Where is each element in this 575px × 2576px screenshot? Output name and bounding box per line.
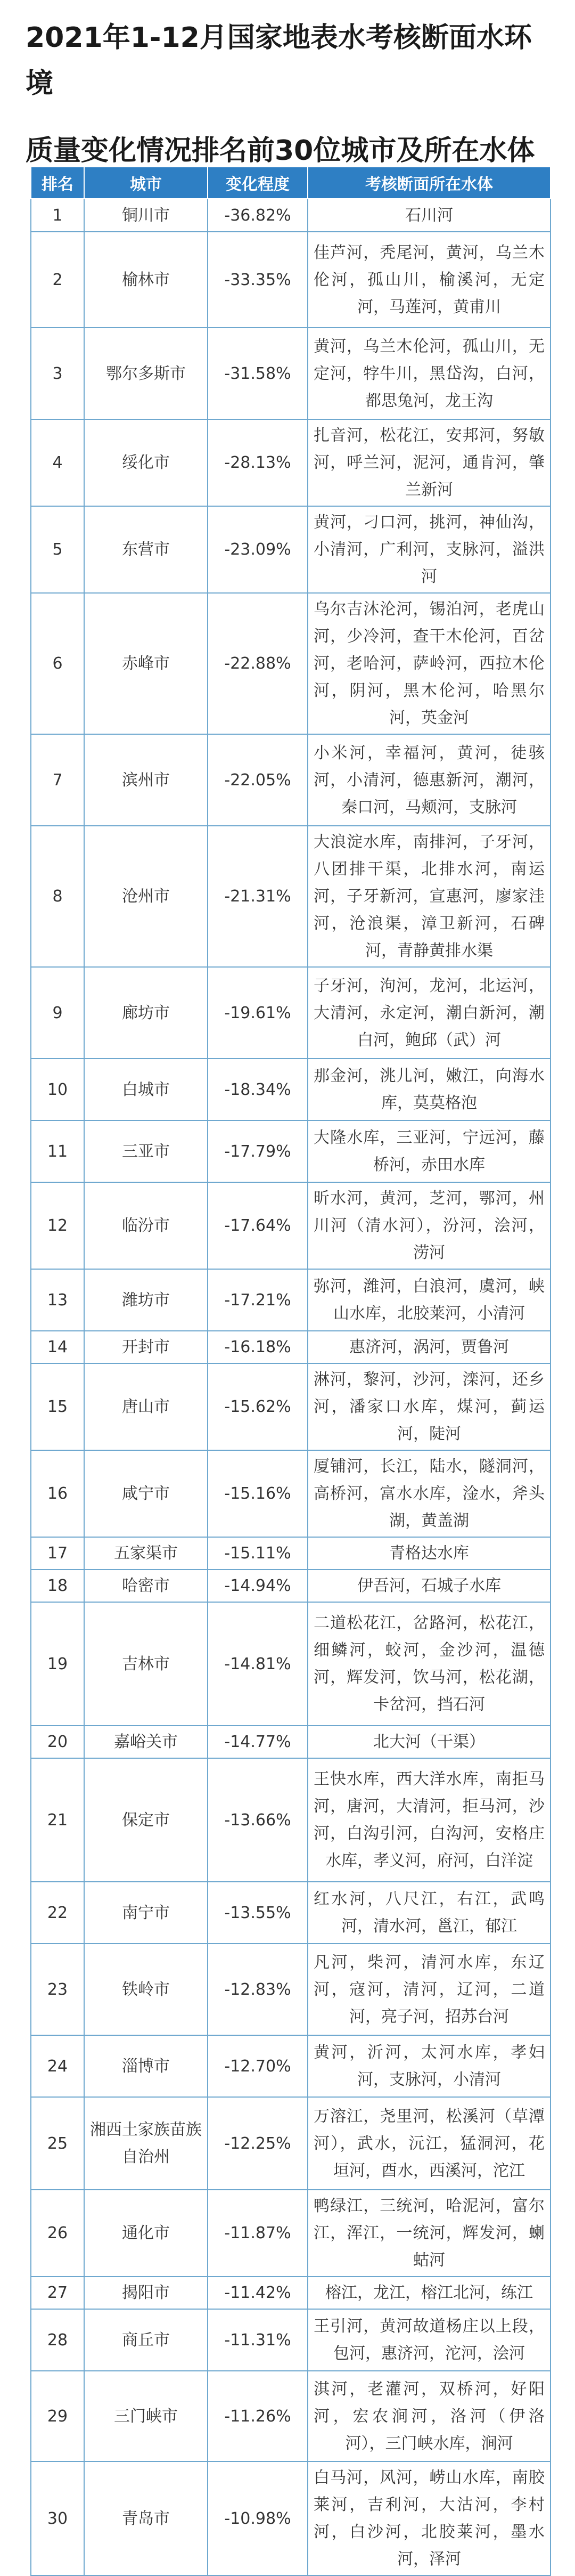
column-header-city: 城市 [84,167,208,199]
rank-cell: 2 [31,232,84,328]
table-row [31,1602,551,1726]
water-cell: 伊吾河，石城子水库 [308,1570,551,1602]
water-cell: 石川河 [308,199,551,232]
column-header-change: 变化程度 [208,167,308,199]
table-row [31,1269,551,1331]
city-cell: 榆林市 [84,232,208,328]
water-cell: 惠济河，涡河，贾鲁河 [308,1331,551,1363]
table-row [31,2190,551,2277]
change-cell: -11.42% [208,2277,308,2309]
rank-cell: 23 [31,1944,84,2035]
city-cell: 吉林市 [84,1602,208,1726]
rank-cell: 3 [31,328,84,419]
table-row [31,232,551,328]
water-cell: 鸭绿江，三统河，哈泥河，富尔江，浑江，一统河，辉发河，蝲蛄河 [308,2190,551,2277]
city-cell: 淄博市 [84,2035,208,2097]
water-cell: 佳芦河，秃尾河，黄河，乌兰木伦河，孤山川，榆溪河，无定河，马莲河，黄甫川 [308,232,551,328]
rank-cell: 13 [31,1269,84,1331]
rank-cell: 25 [31,2097,84,2190]
water-cell: 黄河，乌兰木伦河，孤山川，无定河，牸牛川，黑岱沟，白河，都思兔河，龙王沟 [308,328,551,419]
rank-cell: 8 [31,826,84,967]
rank-cell: 16 [31,1450,84,1537]
rank-cell: 20 [31,1726,84,1758]
change-cell: -17.21% [208,1269,308,1331]
change-cell: -14.77% [208,1726,308,1758]
city-cell: 哈密市 [84,1570,208,1602]
rank-cell: 11 [31,1120,84,1182]
change-cell: -10.98% [208,2461,308,2575]
table-row [31,1450,551,1537]
table-row [31,2309,551,2371]
city-cell: 滨州市 [84,734,208,826]
city-cell: 绥化市 [84,419,208,506]
change-cell: -21.31% [208,826,308,967]
city-cell: 三亚市 [84,1120,208,1182]
table-row [31,967,551,1059]
water-cell: 二道松花江，岔路河，松花江，细鳞河，蛟河，金沙河，温德河，辉发河，饮马河，松花湖，卡岔河，挡石河 [308,1602,551,1726]
city-cell: 唐山市 [84,1363,208,1450]
rank-cell: 21 [31,1758,84,1882]
city-cell: 揭阳市 [84,2277,208,2309]
city-cell: 开封市 [84,1331,208,1363]
water-cell: 红水河，八尺江，右江，武鸣河，清水河，邕江，郁江 [308,1882,551,1944]
water-cell: 白马河，风河，崂山水库，南胶莱河，吉利河，大沽河，李村河，白沙河，北胶莱河，墨水河，泽河 [308,2461,551,2575]
city-cell: 鄂尔多斯市 [84,328,208,419]
change-cell: -28.13% [208,419,308,506]
change-cell: -14.94% [208,1570,308,1602]
city-cell: 赤峰市 [84,593,208,734]
city-cell: 廊坊市 [84,967,208,1059]
water-cell: 弥河，潍河，白浪河，虞河，峡山水库，北胶莱河，小清河 [308,1269,551,1331]
table-row [31,2097,551,2190]
rank-cell: 19 [31,1602,84,1726]
water-cell: 扎音河，松花江，安邦河，努敏河，呼兰河，泥河，通肯河，肇兰新河 [308,419,551,506]
rank-cell: 30 [31,2461,84,2575]
change-cell: -17.79% [208,1120,308,1182]
table-row [31,593,551,734]
city-cell: 三门峡市 [84,2371,208,2461]
table-row [31,419,551,506]
rank-cell: 4 [31,419,84,506]
change-cell: -15.62% [208,1363,308,1450]
rank-cell: 1 [31,199,84,232]
change-cell: -19.61% [208,967,308,1059]
city-cell: 嘉峪关市 [84,1726,208,1758]
rank-cell: 12 [31,1182,84,1269]
water-cell: 乌尔吉沐沦河，锡泊河，老虎山河，少冷河，查干木伦河，百岔河，老哈河，萨岭河，西拉木伦河，阴河，黑木伦河，哈黑尔河，英金河 [308,593,551,734]
rank-cell: 7 [31,734,84,826]
city-cell: 铁岭市 [84,1944,208,2035]
table-row [31,1570,551,1602]
table-row [31,1726,551,1758]
rank-cell: 22 [31,1882,84,1944]
rank-cell: 27 [31,2277,84,2309]
water-cell: 青格达水库 [308,1537,551,1570]
rank-cell: 6 [31,593,84,734]
water-cell: 那金河，洮儿河，嫩江，向海水库，莫莫格泡 [308,1059,551,1120]
rank-cell: 10 [31,1059,84,1120]
water-cell: 子牙河，泃河，龙河，北运河，大清河，永定河，潮白新河，潮白河，鲍邱（武）河 [308,967,551,1059]
city-cell: 临汾市 [84,1182,208,1269]
change-cell: -11.31% [208,2309,308,2371]
water-cell: 黄河，刁口河，挑河，神仙沟，小清河，广利河，支脉河，溢洪河 [308,506,551,593]
rank-cell: 15 [31,1363,84,1450]
ranking-table [30,166,551,2576]
table-row [31,1059,551,1120]
water-cell: 大隆水库，三亚河，宁远河，藤桥河，赤田水库 [308,1120,551,1182]
table-row [31,2035,551,2097]
water-cell: 王引河，黄河故道杨庄以上段，包河，惠济河，沱河，浍河 [308,2309,551,2371]
change-cell: -11.87% [208,2190,308,2277]
table-row [31,1758,551,1882]
change-cell: -14.81% [208,1602,308,1726]
change-cell: -15.16% [208,1450,308,1537]
table-row [31,328,551,419]
city-cell: 沧州市 [84,826,208,967]
table-row [31,734,551,826]
rank-cell: 28 [31,2309,84,2371]
city-cell: 咸宁市 [84,1450,208,1537]
change-cell: -13.55% [208,1882,308,1944]
table-row [31,1882,551,1944]
water-cell: 王快水库，西大洋水库，南拒马河，唐河，大清河，拒马河，沙河，白沟引河，白沟河，安格庄水库，孝义河，府河，白洋淀 [308,1758,551,1882]
rank-cell: 18 [31,1570,84,1602]
change-cell: -12.83% [208,1944,308,2035]
change-cell: -18.34% [208,1059,308,1120]
table-row [31,1182,551,1269]
table-row [31,1331,551,1363]
city-cell: 五家渠市 [84,1537,208,1570]
water-cell: 淋河，黎河，沙河，滦河，还乡河，潘家口水库，煤河，蓟运河，陡河 [308,1363,551,1450]
city-cell: 青岛市 [84,2461,208,2575]
table-row [31,1120,551,1182]
ranking-table-container [30,166,550,2576]
rank-cell: 26 [31,2190,84,2277]
table-row [31,506,551,593]
water-cell: 榕江，龙江，榕江北河，练江 [308,2277,551,2309]
page-header [0,0,575,166]
city-cell: 南宁市 [84,1882,208,1944]
table-row [31,199,551,232]
water-cell: 凡河，柴河，清河水库，东辽河，寇河，清河，辽河，二道河，亮子河，招苏台河 [308,1944,551,2035]
column-header-rank: 排名 [31,167,84,199]
change-cell: -31.58% [208,328,308,419]
change-cell: -17.64% [208,1182,308,1269]
change-cell: -16.18% [208,1331,308,1363]
change-cell: -36.82% [208,199,308,232]
table-row [31,2277,551,2309]
table-row [31,2371,551,2461]
rank-cell: 14 [31,1331,84,1363]
change-cell: -22.05% [208,734,308,826]
water-cell: 大浪淀水库，南排河，子牙河，八团排干渠，北排水河，南运河，子牙新河，宣惠河，廖家洼河，沧浪渠，漳卫新河，石碑河，青静黄排水渠 [308,826,551,967]
table-row [31,1363,551,1450]
city-cell: 湘西土家族苗族自治州 [84,2097,208,2190]
table-body [31,199,551,2575]
rank-cell: 9 [31,967,84,1059]
rank-cell: 29 [31,2371,84,2461]
water-cell: 黄河，沂河，太河水库，孝妇河，支脉河，小清河 [308,2035,551,2097]
change-cell: -13.66% [208,1758,308,1882]
change-cell: -33.35% [208,232,308,328]
table-header-row [31,167,551,199]
change-cell: -22.88% [208,593,308,734]
water-cell: 昕水河，黄河，芝河，鄂河，州川河（清水河），汾河，浍河，涝河 [308,1182,551,1269]
city-cell: 商丘市 [84,2309,208,2371]
column-header-water: 考核断面所在水体 [308,167,551,199]
water-cell: 厦铺河，长江，陆水，隧洞河，高桥河，富水水库，淦水，斧头湖，黄盖湖 [308,1450,551,1537]
city-cell: 铜川市 [84,199,208,232]
city-cell: 潍坊市 [84,1269,208,1331]
page-title-line2: 质量变化情况排名前30位城市及所在水体 [26,135,535,167]
rank-cell: 24 [31,2035,84,2097]
change-cell: -12.70% [208,2035,308,2097]
water-cell: 北大河（干渠） [308,1726,551,1758]
change-cell: -11.26% [208,2371,308,2461]
page-title-line1: 2021年1-12月国家地表水考核断面水环境 [26,22,532,100]
change-cell: -12.25% [208,2097,308,2190]
city-cell: 通化市 [84,2190,208,2277]
change-cell: -15.11% [208,1537,308,1570]
table-row [31,2461,551,2575]
rank-cell: 5 [31,506,84,593]
city-cell: 东营市 [84,506,208,593]
city-cell: 白城市 [84,1059,208,1120]
rank-cell: 17 [31,1537,84,1570]
table-row [31,1944,551,2035]
table-row [31,1537,551,1570]
change-cell: -23.09% [208,506,308,593]
city-cell: 保定市 [84,1758,208,1882]
water-cell: 万溶江，尧里河，松溪河（草潭河），武水，沅江，猛洞河，花垣河，酉水，西溪河，沱江 [308,2097,551,2190]
water-cell: 小米河，幸福河，黄河，徒骇河，小清河，德惠新河，潮河，秦口河，马颊河，支脉河 [308,734,551,826]
table-row [31,826,551,967]
water-cell: 淇河，老灌河，双桥河，好阳河，宏农涧河，洛河（伊洛河），三门峡水库，涧河 [308,2371,551,2461]
